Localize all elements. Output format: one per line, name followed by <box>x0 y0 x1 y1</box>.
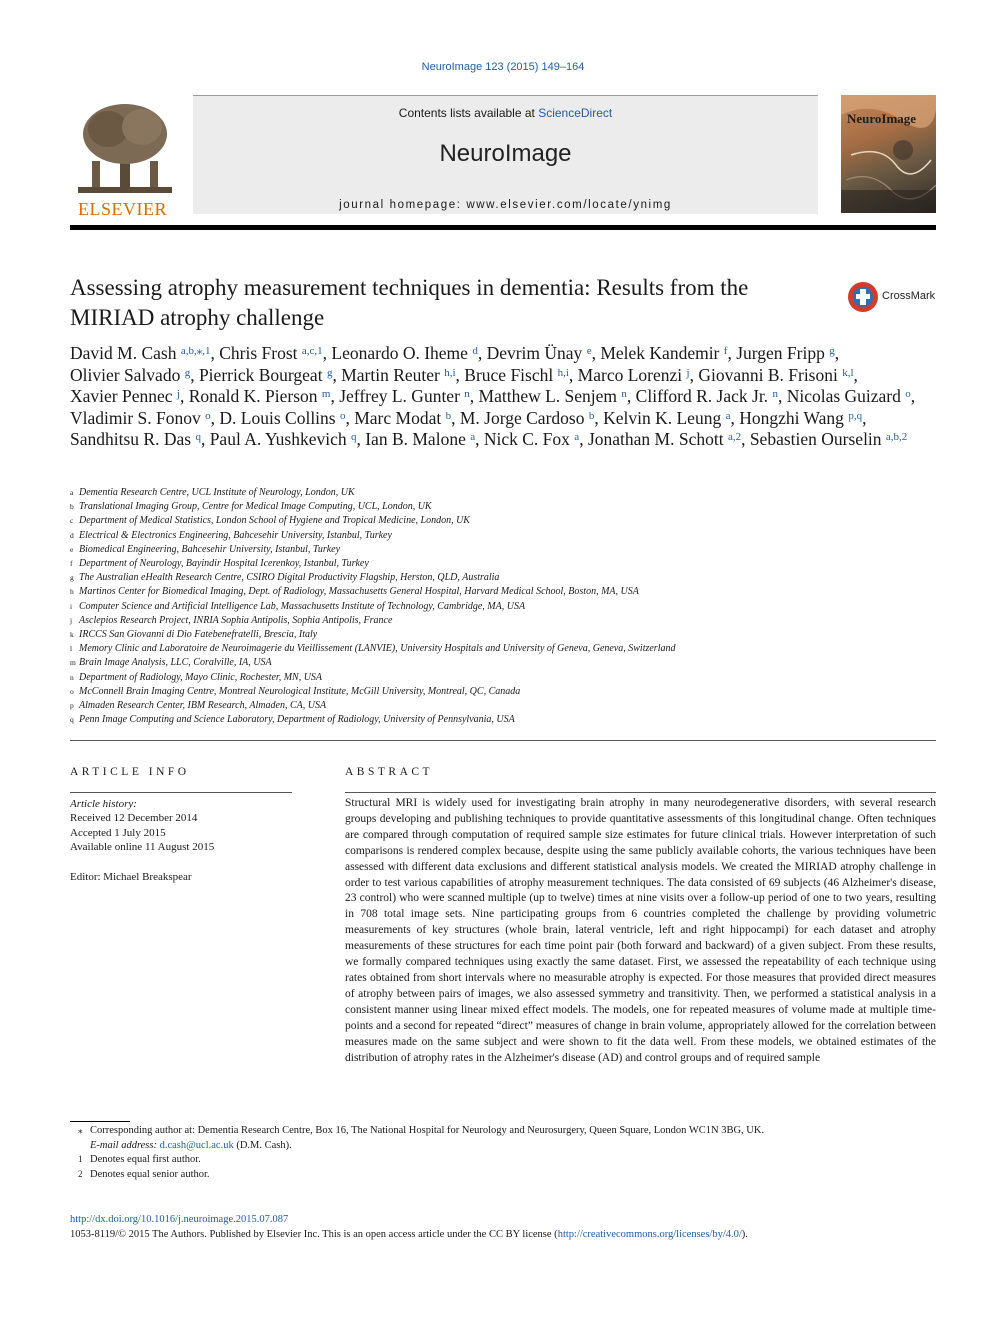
author-affiliation-marker[interactable]: a <box>574 431 580 444</box>
author-separator: , <box>210 343 220 363</box>
author-separator: , <box>689 364 699 385</box>
author-name[interactable]: Pierrick Bourgeat <box>198 364 323 385</box>
affiliation-item <box>70 614 950 628</box>
header-divider <box>70 225 936 230</box>
affiliation-text: Translational Imaging Group, Centre for Medical Image Computing, UCL, London, UK <box>79 501 432 513</box>
author-affiliation-marker[interactable]: p,q <box>848 409 863 422</box>
affiliation-key: l <box>70 644 73 654</box>
author-affiliation-marker[interactable]: g <box>184 366 191 379</box>
author-list <box>70 343 940 451</box>
affiliation-text: McConnell Brain Imaging Centre, Montreal Neurological Institute, McGill University, Montreal, QC, Canada <box>79 685 521 697</box>
affiliation-item <box>70 585 950 599</box>
contents-line <box>193 106 818 120</box>
journal-cover-image <box>841 95 936 213</box>
author-separator: , <box>322 343 332 363</box>
affiliation-key: k <box>70 630 74 640</box>
affiliation-text: Biomedical Engineering, Bahcesehir University, Istanbul, Turkey <box>79 543 341 555</box>
author-affiliation-marker[interactable]: k,l <box>842 366 854 379</box>
author-separator: , <box>356 429 366 450</box>
author-affiliation-marker[interactable]: o <box>205 409 211 422</box>
doi-link[interactable]: http://dx.doi.org/10.1016/j.neuroimage.2015.07.087 <box>70 1214 289 1225</box>
author-affiliation-marker[interactable]: q <box>195 431 201 444</box>
footnote-divider <box>70 1121 130 1122</box>
author-name[interactable]: Xavier Pennec <box>70 386 173 407</box>
article-info-divider <box>70 792 292 793</box>
citation-link[interactable]: NeuroImage 123 (2015) 149–164 <box>421 61 585 73</box>
abstract-heading: ABSTRACT <box>345 766 434 778</box>
author-affiliation-marker[interactable]: q <box>350 431 357 444</box>
article-info-heading: ARTICLE INFO <box>70 766 190 778</box>
author-name[interactable]: M. Jorge Cardoso <box>459 407 585 428</box>
email-label: E-mail address: <box>90 1139 157 1151</box>
author-separator: , <box>741 429 750 450</box>
author-affiliation-marker[interactable]: j <box>176 388 180 401</box>
elsevier-wordmark: ELSEVIER <box>78 199 167 219</box>
author-name[interactable]: Olivier Salvado <box>70 364 181 385</box>
affiliation-item <box>70 642 950 656</box>
author-name[interactable]: Melek Kandemir <box>600 343 720 363</box>
author-entry <box>354 408 460 428</box>
elsevier-tree-logo <box>70 99 180 217</box>
affiliation-item <box>70 557 950 571</box>
affiliation-divider <box>70 740 936 741</box>
author-entry <box>736 343 839 363</box>
author-affiliation-marker[interactable]: n <box>621 388 627 401</box>
affiliation-text: Martinos Center for Biomedical Imaging, Dept. of Radiology, Massachusetts General Hospital, Harvard Medical School, Boston, MA, USA <box>79 586 639 598</box>
author-entry <box>331 343 486 363</box>
journal-header <box>70 95 936 217</box>
journal-banner <box>193 95 818 214</box>
equal-first-text: Denotes equal first author. <box>90 1154 201 1165</box>
author-name[interactable]: Marco Lorenzi <box>577 364 683 385</box>
doi-line <box>70 1214 288 1225</box>
author-name[interactable]: Devrim Ünay <box>486 343 583 363</box>
accepted-date: Accepted 1 July 2015 <box>70 826 166 839</box>
author-entry <box>600 343 736 363</box>
affiliation-text: Department of Neurology, Bayindir Hospital Icerenkoy, Istanbul, Turkey <box>79 558 369 570</box>
author-separator: , <box>469 386 479 407</box>
author-entry <box>698 365 858 385</box>
author-affiliation-marker[interactable]: m <box>321 388 331 401</box>
author-separator: , <box>332 364 342 385</box>
author-affiliation-marker[interactable]: a,b,⁎,1 <box>180 345 211 357</box>
author-name[interactable]: Marc Modat <box>354 407 442 428</box>
author-entry <box>70 386 189 406</box>
author-separator: , <box>477 343 487 363</box>
author-name[interactable]: Giovanni B. Frisoni <box>698 364 838 385</box>
affiliation-key: d <box>70 530 74 540</box>
author-name[interactable]: Jonathan M. Schott <box>587 429 724 450</box>
equal-senior-note <box>70 1168 936 1183</box>
author-separator: , <box>475 429 484 450</box>
affiliation-text: Memory Clinic and Laboratoire de Neuroimagerie du Vieillissement (LANVIE), University Hospitals and University of Geneva, Geneva, Switzerland <box>79 643 676 655</box>
license-line <box>70 1229 748 1240</box>
author-name[interactable]: Vladimir S. Fonov <box>70 407 201 428</box>
affiliation-text: Department of Medical Statistics, London School of Hygiene and Tropical Medicine, London, UK <box>79 515 470 527</box>
affiliation-text: Electrical & Electronics Engineering, Bahcesehir University, Istanbul, Turkey <box>79 529 392 541</box>
journal-citation[interactable] <box>0 61 992 73</box>
author-entry <box>219 343 331 363</box>
author-separator: , <box>777 386 787 407</box>
email-link[interactable]: d.cash@ucl.ac.uk <box>159 1139 234 1151</box>
footnote-mark-star: ⁎ <box>78 1125 83 1135</box>
affiliation-item <box>70 500 950 514</box>
author-affiliation-marker[interactable]: h,i <box>444 366 456 379</box>
author-affiliation-marker[interactable]: b <box>445 409 452 422</box>
author-name[interactable]: Jurgen Fripp <box>736 343 825 363</box>
author-separator: , <box>594 407 604 428</box>
affiliation-text: The Australian eHealth Research Centre, CSIRO Digital Productivity Flagship, Herston, QLD, Australia <box>79 572 500 584</box>
author-entry <box>70 408 219 428</box>
affiliation-text: Dementia Research Centre, UCL Institute of Neurology, London, UK <box>79 487 355 498</box>
author-name[interactable]: Ian B. Malone <box>365 429 466 450</box>
author-affiliation-marker[interactable]: e <box>586 345 592 357</box>
corresponding-text: Corresponding author at: Dementia Research Centre, Box 16, The National Hospital for Neurology and Neurosurgery, Queen Square, London WC1N 3BG, UK. <box>90 1125 765 1136</box>
affiliation-item <box>70 671 950 685</box>
author-affiliation-marker[interactable]: n <box>772 388 778 401</box>
affiliation-item <box>70 699 950 713</box>
affiliation-item <box>70 600 950 614</box>
author-name[interactable]: Clifford R. Jack Jr. <box>635 386 769 407</box>
contents-prefix: Contents lists available at <box>398 106 539 120</box>
affiliation-key: e <box>70 544 74 554</box>
journal-name: NeuroImage <box>439 140 572 167</box>
footnotes <box>70 1124 936 1182</box>
author-separator: , <box>200 429 210 450</box>
author-affiliation-marker[interactable]: g <box>829 345 835 357</box>
author-name[interactable]: Matthew L. Senjem <box>478 386 618 407</box>
author-entry <box>750 429 907 449</box>
author-affiliation-marker[interactable]: a <box>470 431 476 444</box>
author-separator: , <box>330 386 340 407</box>
crossmark-label: CrossMark <box>882 290 936 302</box>
corresponding-author-note <box>70 1124 936 1139</box>
author-separator: , <box>591 343 601 363</box>
author-separator: , <box>190 364 199 385</box>
author-name[interactable]: Bruce Fischl <box>464 364 554 385</box>
author-separator: , <box>345 407 355 428</box>
article-title: Assessing atrophy measurement techniques in dementia: Results from the MIRIAD atrophy challenge <box>70 275 749 330</box>
affiliation-item <box>70 529 950 543</box>
author-entry <box>787 386 915 406</box>
author-name[interactable]: Nicolas Guizard <box>786 386 901 407</box>
affiliation-key: b <box>70 502 74 512</box>
editor-line: Editor: Michael Breakspear <box>70 870 192 883</box>
affiliation-text: Penn Image Computing and Science Laboratory, Department of Radiology, University of Pennsylvania, USA <box>79 714 515 726</box>
author-entry <box>339 386 478 406</box>
author-entry <box>578 365 699 385</box>
author-separator: , <box>179 386 189 407</box>
author-affiliation-marker[interactable]: a,b,2 <box>885 431 908 444</box>
author-affiliation-marker[interactable]: h,i <box>557 366 569 379</box>
equal-senior-text: Denotes equal senior author. <box>90 1168 210 1180</box>
affiliation-key: c <box>70 516 74 526</box>
author-separator: , <box>910 386 916 407</box>
crossmark-badge[interactable] <box>847 281 939 315</box>
equal-first-note <box>70 1153 936 1168</box>
author-affiliation-marker[interactable]: d <box>472 345 478 357</box>
footnote-mark-2: 2 <box>78 1168 83 1179</box>
article-info <box>70 797 292 884</box>
affiliation-text: Almaden Research Center, IBM Research, Almaden, CA, USA <box>79 700 327 712</box>
author-name[interactable]: Jeffrey L. Gunter <box>339 386 460 407</box>
received-date: Received 12 December 2014 <box>70 812 198 825</box>
affiliation-text: Asclepios Research Project, INRIA Sophia Antipolis, Sophia Antipolis, France <box>79 614 393 626</box>
author-entry <box>487 343 601 363</box>
author-affiliation-marker[interactable]: j <box>686 366 690 379</box>
author-name[interactable]: Kelvin K. Leung <box>603 407 722 428</box>
author-entry <box>479 386 636 406</box>
author-entry <box>739 408 866 428</box>
abstract-text: Structural MRI is widely used for investigating brain atrophy in many neurodegenerative disorders, with several research groups developing and publishing techniques to provide quantitative assessments of this longitudinal change. Often techniques are compared through computation of required sample size estimates for future clinical trials. However interpretation of such comparisons is rendered complex because, despite using the same publicly available cohorts, the various techniques have been assessed with different data exclusions and different statistical analysis models. We created the MIRIAD atrophy challenge in order to test various capabilities of atrophy measurement techniques. The data consisted of 69 subjects (46 Alzheimer's disease, 23 control) who were scanned multiple (up to twelve) times at nine visits over a follow-up period of one to two years, resulting in 708 total image sets. Nine participating groups from 6 countries completed the challenge by providing volumetric measurements of key structures (whole brain, lateral ventricle, left and right hippocampi) for each dataset and atrophy measurements of these structures for each time point pair (both forward and backward) of a given subject. From these results, we formally compared techniques using exactly the same dataset. First, we assessed the repeatability of each technique using rates obtained from short intervals where no measurable atrophy is expected. For those measures that provided direct measures of atrophy between pairs of images, we also assessed symmetry and transitivity. Then, we performed a statistical analysis in a consistent manner using linear mixed effect models. The models, one for repeated measures of volume made at multiple time-points and a second for repeated “direct” measures of change in brain volume, appropriately allowed for the correlation between measures made on the same subject and were shown to fit the data well. From these models, we obtained estimates of the distribution of atrophy rates in the Alzheimer's disease (AD) and control groups and of required sample <box>345 797 936 1064</box>
crossmark-icon <box>847 281 879 313</box>
email-note <box>70 1139 936 1154</box>
author-entry <box>603 408 739 428</box>
author-affiliation-marker[interactable]: a <box>725 409 731 422</box>
affiliation-text: Computer Science and Artificial Intelligence Lab, Massachusetts Institute of Technology, Cambridge, MA, USA <box>79 600 526 612</box>
author-separator: , <box>834 343 840 363</box>
affiliation-key: p <box>70 701 74 711</box>
license-link[interactable]: http://creativecommons.org/licenses/by/4.0/ <box>557 1229 742 1240</box>
author-affiliation-marker[interactable]: n <box>464 388 470 401</box>
author-name[interactable]: David M. Cash <box>70 343 177 363</box>
available-date: Available online 11 August 2015 <box>70 841 215 854</box>
affiliation-key: o <box>70 686 74 696</box>
affiliation-key: n <box>70 672 74 682</box>
author-entry <box>636 386 787 406</box>
journal-homepage[interactable]: journal homepage: www.elsevier.com/locate/ynimg <box>339 199 672 211</box>
author-separator: , <box>730 407 740 428</box>
affiliation-item <box>70 571 950 585</box>
affiliation-item <box>70 514 950 528</box>
abstract-divider <box>345 792 936 793</box>
license-suffix: ). <box>741 1229 748 1240</box>
affiliation-item <box>70 685 950 699</box>
author-name[interactable]: Nick C. Fox <box>483 429 570 450</box>
author-affiliation-marker[interactable]: a,c,1 <box>301 345 323 357</box>
affiliation-item <box>70 713 950 727</box>
author-affiliation-marker[interactable]: a,2 <box>727 431 742 444</box>
affiliation-key: g <box>70 573 74 583</box>
author-name[interactable]: Chris Frost <box>219 343 298 363</box>
author-separator: , <box>862 407 867 428</box>
email-suffix: (D.M. Cash). <box>233 1139 292 1151</box>
affiliation-text: IRCCS San Giovanni di Dio Fatebenefratelli, Brescia, Italy <box>79 629 318 641</box>
author-entry <box>341 365 464 385</box>
author-affiliation-marker[interactable]: o <box>339 409 346 422</box>
footnote-mark-1: 1 <box>78 1154 83 1164</box>
history-label: Article history: <box>70 798 137 810</box>
author-entry <box>210 429 366 449</box>
author-affiliation-marker[interactable]: f <box>723 345 728 357</box>
author-entry <box>588 429 750 449</box>
author-name[interactable]: Ronald K. Pierson <box>188 386 318 407</box>
affiliation-key: m <box>70 658 76 668</box>
author-entry <box>70 343 219 363</box>
author-affiliation-marker[interactable]: o <box>905 388 911 401</box>
author-entry <box>484 429 588 449</box>
author-affiliation-marker[interactable]: g <box>326 366 333 379</box>
author-separator: , <box>455 364 465 385</box>
author-name[interactable]: D. Louis Collins <box>219 407 336 428</box>
affiliation-key: j <box>70 615 73 625</box>
author-affiliation-marker[interactable]: b <box>588 409 595 422</box>
author-name[interactable]: Hongzhi Wang <box>739 407 844 428</box>
author-separator: , <box>568 364 578 385</box>
affiliation-item <box>70 628 950 642</box>
author-entry <box>464 365 577 385</box>
author-entry <box>199 365 341 385</box>
affiliation-key: h <box>70 587 74 597</box>
sciencedirect-link[interactable]: ScienceDirect <box>538 106 613 120</box>
affiliation-text: Department of Radiology, Mayo Clinic, Rochester, MN, USA <box>79 671 323 683</box>
author-entry <box>189 386 340 406</box>
affiliation-item <box>70 486 950 500</box>
affiliation-list <box>70 486 950 727</box>
author-name[interactable]: Paul A. Yushkevich <box>209 429 347 450</box>
author-entry <box>219 408 354 428</box>
author-name[interactable]: Leonardo O. Iheme <box>331 343 468 363</box>
affiliation-text: Brain Image Analysis, LLC, Coralville, IA, USA <box>79 657 272 669</box>
license-prefix: 1053-8119/© 2015 The Authors. Published by Elsevier Inc. This is an open access article under the CC BY license ( <box>70 1229 558 1240</box>
affiliation-key: a <box>70 488 74 497</box>
author-separator: , <box>579 429 588 450</box>
cover-title: NeuroImage <box>847 111 917 126</box>
author-name[interactable]: Sebastien Ourselin <box>749 429 882 450</box>
author-name[interactable]: Sandhitsu R. Das <box>70 429 192 450</box>
author-name[interactable]: Martin Reuter <box>341 364 440 385</box>
author-separator: , <box>451 407 460 428</box>
author-entry <box>70 365 199 385</box>
author-separator: , <box>210 407 220 428</box>
affiliation-key: i <box>70 601 73 611</box>
affiliation-key: f <box>70 559 73 569</box>
author-entry <box>365 429 484 449</box>
author-entry <box>70 429 210 449</box>
tree-icon <box>70 99 180 199</box>
author-separator: , <box>626 386 636 407</box>
author-separator: , <box>727 343 737 363</box>
affiliation-key: q <box>70 715 74 725</box>
affiliation-item <box>70 656 950 670</box>
author-entry <box>460 408 603 428</box>
author-separator: , <box>853 364 858 385</box>
affiliation-item <box>70 543 950 557</box>
